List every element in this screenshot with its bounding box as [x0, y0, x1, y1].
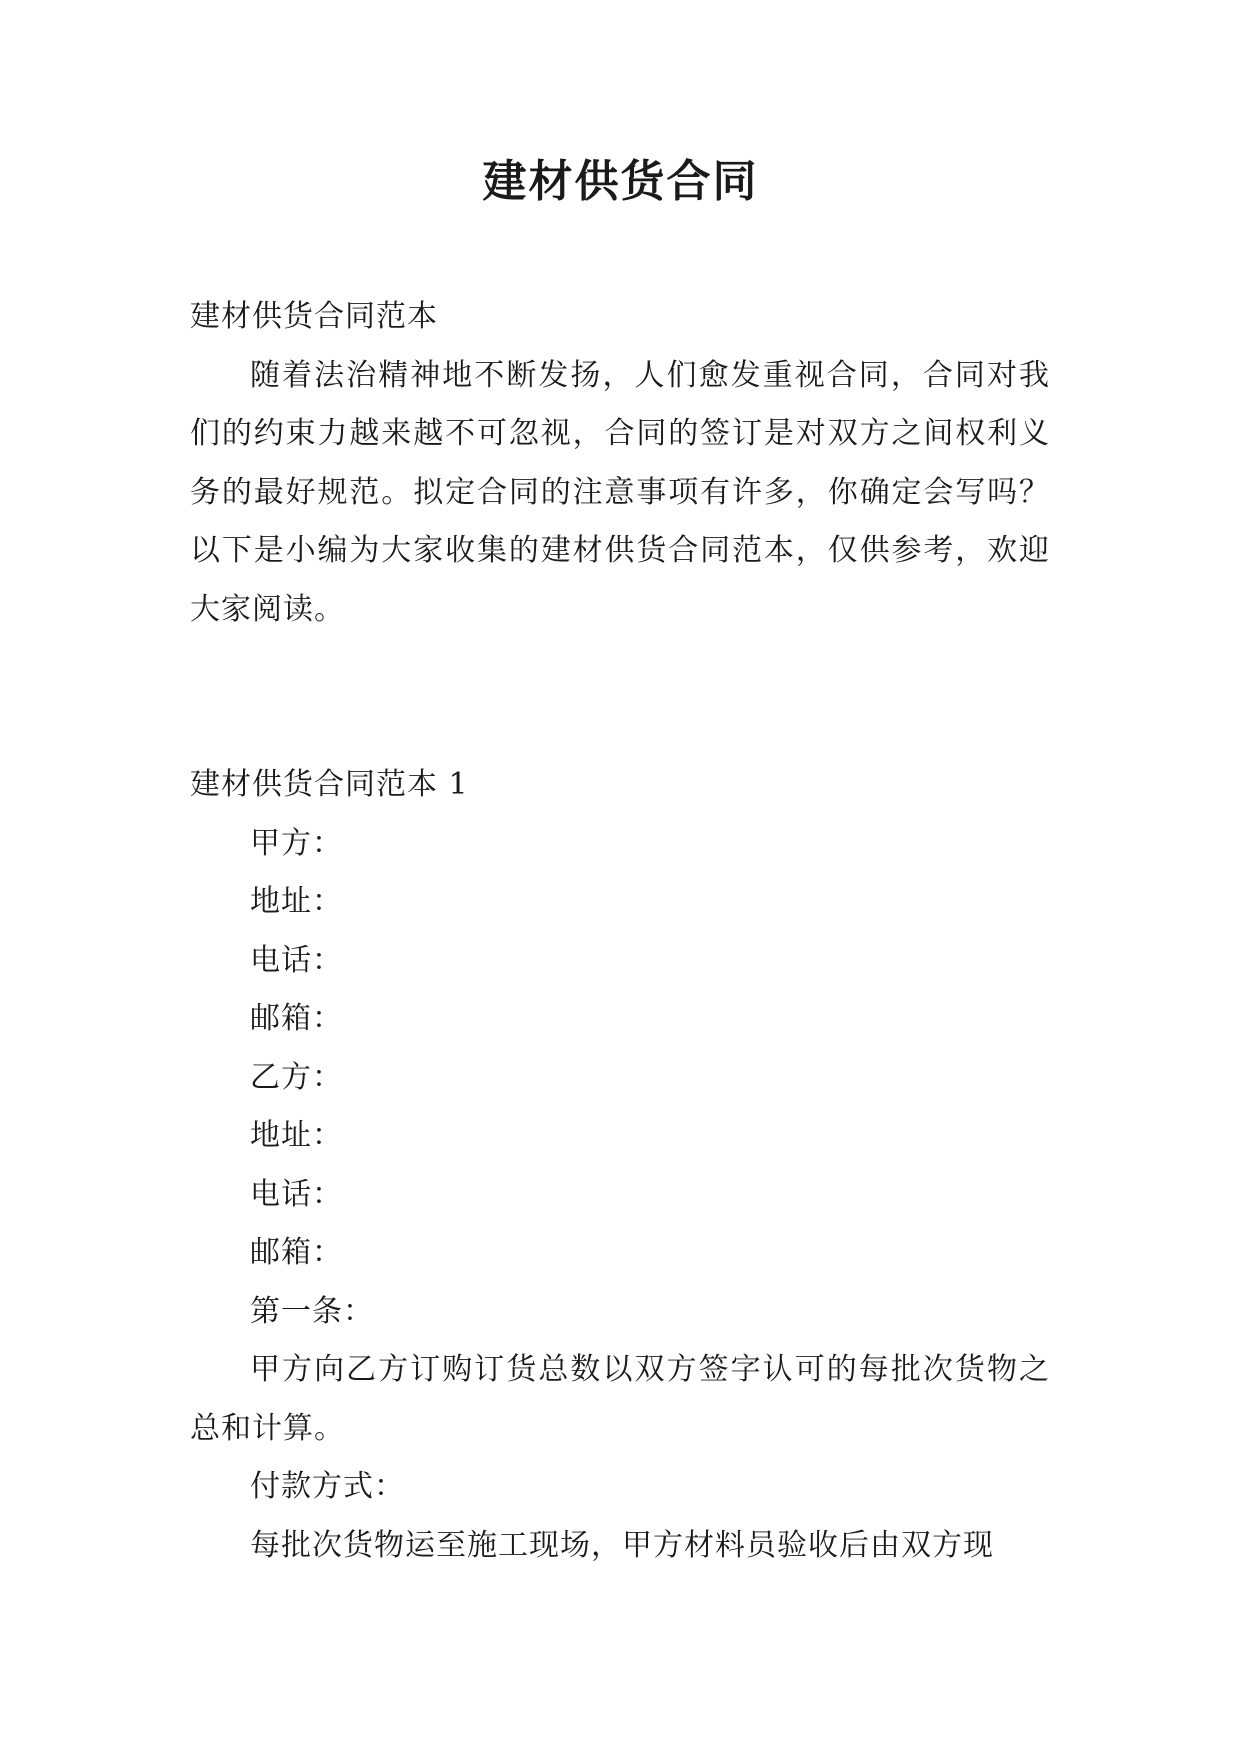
party-b-phone: 电话：	[250, 1176, 343, 1212]
payment-text: 每批次货物运至施工现场，甲方材料员验收后由双方现	[250, 1527, 994, 1563]
section-spacer	[190, 639, 1050, 756]
party-a-phone: 电话：	[250, 942, 343, 978]
document-subtitle: 建材供货合同范本	[190, 299, 438, 334]
party-b-address: 地址：	[250, 1118, 343, 1153]
party-a-email: 邮箱：	[250, 1001, 343, 1036]
document-body	[190, 288, 1050, 1575]
party-a-label: 甲方：	[250, 825, 343, 861]
document-title: 建材供货合同	[482, 156, 759, 207]
party-b-label: 乙方：	[250, 1059, 343, 1095]
sample-heading: 建材供货合同范本 1	[190, 767, 469, 802]
party-b-email: 邮箱：	[250, 1235, 343, 1270]
article-1-text: 甲方向乙方订购订货总数以双方签字认可的每批次货物之总和计算。	[190, 1352, 1050, 1446]
payment-heading: 付款方式：	[250, 1469, 405, 1504]
intro-paragraph: 随着法治精神地不断发扬，人们愈发重视合同，合同对我们的约束力越来越不可忽视，合同的签订是对双方之间权利义务的最好规范。拟定合同的注意事项有许多，你确定会写吗？以下是小编为大家收集的建材供货合同范本，仅供参考，欢迎大家阅读。	[190, 357, 1050, 627]
party-a-address: 地址：	[250, 884, 343, 919]
article-1-heading: 第一条：	[250, 1293, 374, 1329]
